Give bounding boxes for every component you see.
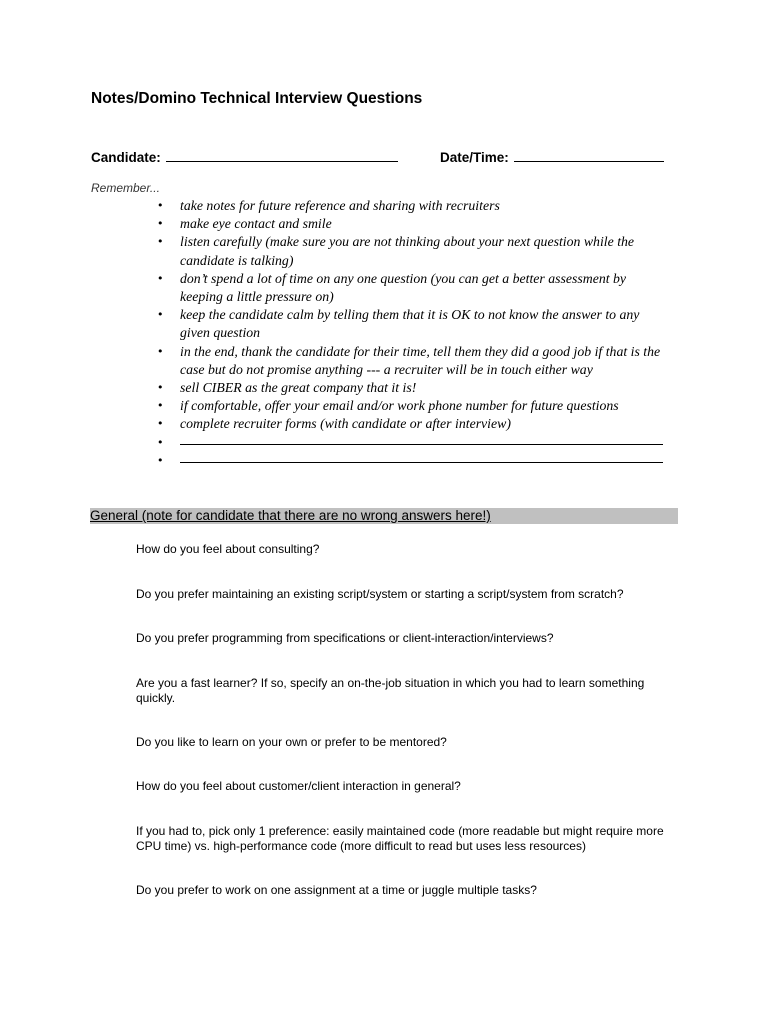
date-time-blank-line: [514, 148, 664, 162]
candidate-label: Candidate:: [91, 150, 161, 165]
reminder-text: if comfortable, offer your email and/or work phone number for future questions: [180, 398, 619, 414]
reminder-blank-item: [0, 452, 665, 470]
question-item: Do you prefer to work on one assignment at a time or juggle multiple tasks?: [136, 883, 537, 897]
reminder-text: keep the candidate calm by telling them that it is OK to not know the answer to any given question: [180, 307, 640, 341]
question-item: Do you prefer programming from specifications or client-interaction/interviews?: [136, 631, 554, 645]
bullet-icon: •: [157, 417, 164, 431]
blank-answer-line: [180, 444, 663, 445]
reminder-item: [0, 215, 665, 233]
candidate-info-row: [91, 148, 691, 168]
question-item: How do you feel about consulting?: [136, 542, 320, 556]
section-header-general: [90, 508, 678, 524]
question-item: How do you feel about customer/client interaction in general?: [136, 779, 461, 793]
question-item: Do you like to learn on your own or prefer to be mentored?: [136, 735, 447, 749]
reminder-text: in the end, thank the candidate for their time, tell them they did a good job if that is the case but do not promise anything --- a recruiter will be in touch either way: [180, 343, 661, 377]
reminder-blank-item: [0, 434, 665, 452]
reminder-item: [0, 397, 665, 415]
bullet-icon: •: [157, 235, 164, 249]
reminder-text: listen carefully (make sure you are not thinking about your next question while the candidate is talking): [180, 234, 635, 268]
reminder-item: [0, 343, 665, 379]
bullet-icon: •: [157, 344, 164, 358]
reminder-text: complete recruiter forms (with candidate or after interview): [180, 416, 511, 432]
date-time-field: [440, 148, 664, 165]
bullet-icon: •: [157, 217, 164, 231]
bullet-icon: •: [157, 199, 164, 212]
candidate-field: [91, 148, 398, 165]
reminder-item: [0, 306, 665, 342]
date-time-label: Date/Time:: [440, 150, 509, 165]
bullet-icon: •: [157, 399, 164, 413]
reminder-item: [0, 415, 665, 433]
reminder-text: make eye contact and smile: [180, 216, 332, 232]
section-title: General (note for candidate that there are no wrong answers here!): [90, 508, 491, 523]
reminder-text: don’t spend a lot of time on any one question (you can get a better assessment by keeping a little pressure on): [180, 270, 627, 305]
reminder-text: take notes for future reference and sharing with recruiters: [180, 198, 500, 213]
blank-answer-line: [180, 462, 663, 463]
candidate-blank-line: [166, 148, 398, 162]
document-title: Notes/Domino Technical Interview Questions: [91, 90, 423, 107]
reminder-item: [0, 233, 665, 269]
bullet-icon: •: [157, 453, 164, 467]
reminder-item: [0, 379, 665, 397]
remember-label: Remember...: [91, 181, 160, 195]
reminder-text: sell CIBER as the great company that it is!: [180, 380, 417, 396]
reminder-item: [0, 270, 665, 306]
bullet-icon: •: [157, 308, 164, 322]
bullet-icon: •: [157, 381, 164, 395]
bullet-icon: •: [157, 435, 164, 449]
bullet-icon: •: [157, 271, 164, 285]
reminder-item: [0, 197, 665, 215]
question-item: If you had to, pick only 1 preference: easily maintained code (more readable but might require more CPU time) vs. high-performance code (more difficult to read but uses less resources): [136, 824, 664, 853]
question-item: Do you prefer maintaining an existing script/system or starting a script/system from scratch?: [136, 587, 624, 601]
reminder-list: [0, 197, 768, 470]
question-item: Are you a fast learner? If so, specify an on-the-job situation in which you had to learn something quickly.: [136, 676, 645, 705]
